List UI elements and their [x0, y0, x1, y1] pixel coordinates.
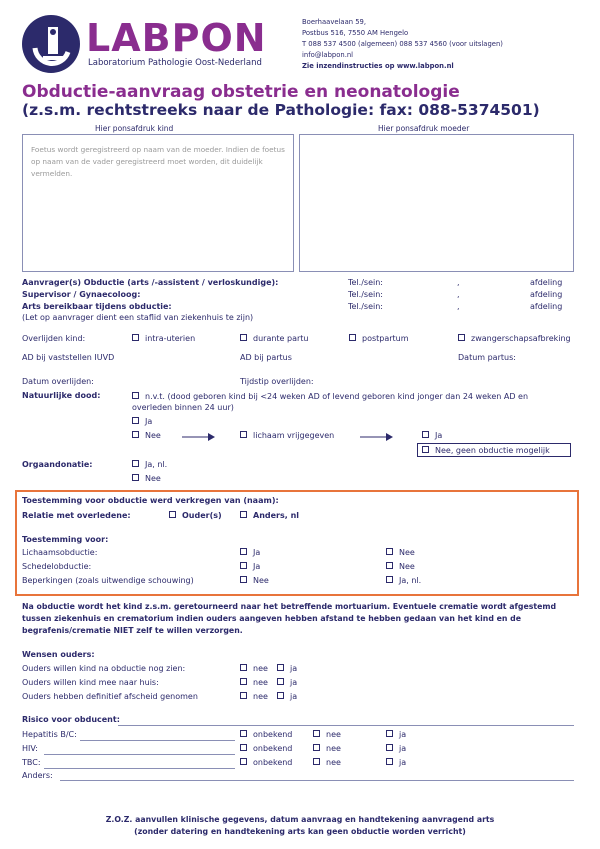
checkbox-icon[interactable] [458, 334, 465, 341]
option-risk-nee[interactable]: nee [313, 744, 341, 753]
tel-label: Tel./sein: [348, 290, 383, 299]
checkbox-icon[interactable] [132, 460, 139, 467]
option-lichaam-vrijgegeven[interactable]: lichaam vrijgegeven [240, 431, 334, 440]
option-risk-ja[interactable]: ja [386, 730, 406, 739]
checkbox-icon[interactable] [240, 678, 247, 685]
checkbox-icon[interactable] [240, 758, 247, 765]
relation-label: Relatie met overledene: [22, 511, 131, 520]
option-nvt[interactable]: n.v.t. (dood geboren kind bij <24 weken AD of levend geboren kind jonger dan 24 weken AD en overleden binnen 24 uur) [132, 392, 529, 412]
form-title: Obductie-aanvraag obstetrie en neonatologie [22, 82, 460, 102]
option-nee-geen-obductie[interactable]: Nee, geen obductie mogelijk [417, 443, 571, 457]
wish-label: Ouders willen kind na obductie nog zien: [22, 664, 186, 673]
checkbox-icon[interactable] [277, 664, 284, 671]
supervisor-label: Supervisor / Gynaecoloog: [22, 290, 141, 299]
anders-input-line[interactable] [60, 780, 574, 781]
option-wish-ja[interactable]: ja [277, 664, 297, 673]
mortuarium-notice: Na obductie wordt het kind z.s.m. geretourneerd naar het betreffende mortuarium. Eventuele crematie wordt afgestemd tussen ziekenhuis en crematorium indien ouders aangeven hebben afstand te hebben gedaan van het kind en de begrafenis/crematie NIET zelf te willen verzorgen. [22, 602, 557, 635]
option-zwangerschapsafbreking[interactable]: zwangerschapsafbreking [458, 334, 571, 343]
checkbox-icon[interactable] [169, 511, 176, 518]
divider [44, 768, 235, 769]
checkbox-icon[interactable] [240, 511, 247, 518]
wishes-title: Wensen ouders: [22, 650, 95, 659]
option-wish-nee[interactable]: nee [240, 678, 268, 687]
address-line[interactable]: info@labpon.nl [302, 51, 354, 59]
checkbox-icon[interactable] [240, 744, 247, 751]
option-wish-ja[interactable]: ja [277, 692, 297, 701]
consent-title: Toestemming voor obductie werd verkregen van (naam): [22, 496, 279, 505]
option-wish-nee[interactable]: nee [240, 664, 268, 673]
microscope-logo-icon [21, 14, 81, 74]
option-risk-nee[interactable]: nee [313, 730, 341, 739]
option-risk-onbekend[interactable]: onbekend [240, 744, 292, 753]
option-organ-nee[interactable]: Nee [132, 474, 161, 483]
option-lichaam-ja[interactable]: Ja [240, 548, 260, 557]
option-beperkingen-nee[interactable]: Nee [240, 576, 269, 585]
option-organ-ja[interactable]: Ja, nl. [132, 460, 167, 469]
checkbox-icon[interactable] [386, 562, 393, 569]
checkbox-icon[interactable] [422, 431, 429, 438]
option-anders[interactable]: Anders, nl [240, 511, 299, 520]
checkbox-icon[interactable] [386, 576, 393, 583]
checkbox-icon[interactable] [386, 758, 393, 765]
ad-iuvd-label: AD bij vaststellen IUVD [22, 353, 115, 362]
risk-label: HIV: [22, 744, 38, 753]
comma: , [457, 290, 460, 299]
option-schedel-nee[interactable]: Nee [386, 562, 415, 571]
option-wish-ja[interactable]: ja [277, 678, 297, 687]
natuurlijke-dood-label: Natuurlijke dood: [22, 391, 101, 400]
address-line: Boerhaavelaan 59, [302, 18, 367, 26]
checkbox-icon[interactable] [240, 576, 247, 583]
checkbox-icon[interactable] [422, 446, 429, 453]
child-stamp-label: Hier ponsafdruk kind [95, 124, 174, 133]
option-risk-nee[interactable]: nee [313, 758, 341, 767]
checkbox-icon[interactable] [313, 758, 320, 765]
option-risk-ja[interactable]: ja [386, 744, 406, 753]
option-ja-2[interactable]: Ja [422, 431, 442, 440]
divider [118, 725, 574, 726]
overlijden-label: Overlijden kind: [22, 334, 86, 343]
wish-label: Ouders hebben definitief afscheid genomen [22, 692, 198, 701]
checkbox-icon[interactable] [386, 548, 393, 555]
checkbox-icon[interactable] [132, 392, 139, 399]
checkbox-icon[interactable] [132, 417, 139, 424]
checkbox-icon[interactable] [277, 692, 284, 699]
checkbox-icon[interactable] [313, 744, 320, 751]
form-subtitle: (z.s.m. rechtstreeks naar de Pathologie: fax: 088-5374501) [22, 101, 540, 119]
checkbox-icon[interactable] [132, 474, 139, 481]
lichaamsobductie-label: Lichaamsobductie: [22, 548, 98, 557]
checkbox-icon[interactable] [240, 334, 247, 341]
orgaandonatie-label: Orgaandonatie: [22, 460, 93, 469]
checkbox-icon[interactable] [349, 334, 356, 341]
checkbox-icon[interactable] [277, 678, 284, 685]
risk-label: TBC: [22, 758, 41, 767]
comma: , [457, 302, 460, 311]
checkbox-icon[interactable] [240, 664, 247, 671]
checkbox-icon[interactable] [313, 730, 320, 737]
option-wish-nee[interactable]: nee [240, 692, 268, 701]
beperkingen-label: Beperkingen (zoals uitwendige schouwing) [22, 576, 194, 585]
mother-stamp-label: Hier ponsafdruk moeder [378, 124, 470, 133]
requester-note: (Let op aanvrager dient een staflid van ziekenhuis te zijn) [22, 313, 254, 322]
divider [44, 754, 235, 755]
option-risk-ja[interactable]: ja [386, 758, 406, 767]
brand-name: LABPON [86, 16, 267, 60]
afdeling-label: afdeling [530, 290, 563, 299]
address-line: T 088 537 4500 (algemeen) 088 537 4560 (voor uitslagen) [302, 40, 503, 48]
arrow-right-icon [360, 432, 394, 442]
datum-overlijden-label: Datum overlijden: [22, 377, 94, 386]
option-risk-onbekend[interactable]: onbekend [240, 758, 292, 767]
risk-title: Risico voor obducent: [22, 715, 120, 724]
option-postpartum[interactable]: postpartum [349, 334, 409, 343]
risk-label: Hepatitis B/C: [22, 730, 77, 739]
checkbox-icon[interactable] [240, 548, 247, 555]
option-ja[interactable]: Ja [132, 417, 152, 426]
checkbox-icon[interactable] [240, 431, 247, 438]
option-beperkingen-ja[interactable]: Ja, nl. [386, 576, 421, 585]
option-risk-onbekend[interactable]: onbekend [240, 730, 292, 739]
child-stamp-box[interactable] [22, 134, 294, 272]
checkbox-icon[interactable] [240, 730, 247, 737]
checkbox-icon[interactable] [240, 562, 247, 569]
arrow-right-icon [182, 432, 216, 442]
comma: , [457, 278, 460, 287]
child-stamp-note: Foetus wordt geregistreerd op naam van de moeder. Indien de foetus op naam van de vader geregistreerd moet worden, dit duidelijk vermelden. [31, 145, 285, 178]
consent-voor-label: Toestemming voor: [22, 535, 109, 544]
datum-partus-label: Datum partus: [458, 353, 516, 362]
schedelobductie-label: Schedelobductie: [22, 562, 92, 571]
arts-label: Arts bereikbaar tijdens obductie: [22, 302, 172, 311]
risk-anders-label: Anders: [22, 771, 53, 780]
afdeling-label: afdeling [530, 278, 563, 287]
address-block [302, 17, 503, 72]
option-durante-partu[interactable]: durante partu [240, 334, 309, 343]
option-intra-uterien[interactable]: intra-uterien [132, 334, 195, 343]
requester-label: Aanvrager(s) Obductie (arts /-assistent / verloskundige): [22, 278, 279, 287]
option-lichaam-nee[interactable]: Nee [386, 548, 415, 557]
tijdstip-label: Tijdstip overlijden: [240, 377, 314, 386]
checkbox-icon[interactable] [386, 730, 393, 737]
checkbox-icon[interactable] [132, 431, 139, 438]
address-line[interactable]: Zie inzendinstructies op www.labpon.nl [302, 62, 454, 70]
footer-line-2: (zonder datering en handtekening arts kan geen obductie worden verricht) [134, 827, 466, 836]
tel-label: Tel./sein: [348, 302, 383, 311]
address-line: Postbus 516, 7550 AM Hengelo [302, 29, 409, 37]
checkbox-icon[interactable] [386, 744, 393, 751]
logo [21, 14, 81, 74]
wish-label: Ouders willen kind mee naar huis: [22, 678, 159, 687]
checkbox-icon[interactable] [132, 334, 139, 341]
mother-stamp-box[interactable] [299, 134, 574, 272]
brand-subtitle: Laboratorium Pathologie Oost-Nederland [88, 58, 262, 68]
option-nee[interactable]: Nee [132, 431, 161, 440]
tel-label: Tel./sein: [348, 278, 383, 287]
option-ouders[interactable]: Ouder(s) [169, 511, 222, 520]
ad-partus-label: AD bij partus [240, 353, 292, 362]
checkbox-icon[interactable] [240, 692, 247, 699]
divider [80, 740, 235, 741]
footer-line-1: Z.O.Z. aanvullen klinische gegevens, datum aanvraag en handtekening aanvragend arts [105, 815, 495, 824]
afdeling-label: afdeling [530, 302, 563, 311]
option-schedel-ja[interactable]: Ja [240, 562, 260, 571]
